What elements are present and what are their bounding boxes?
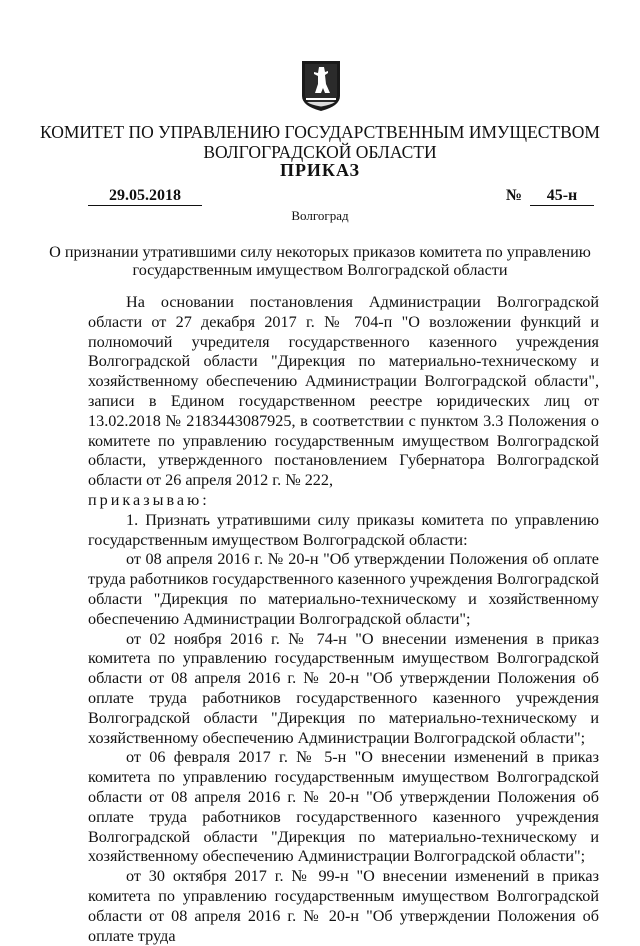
org-name-line1: КОМИТЕТ ПО УПРАВЛЕНИЮ ГОСУДАРСТВЕННЫМ ИМУЩЕСТВОМ xyxy=(39,122,600,142)
emblem-icon xyxy=(301,60,341,112)
order-word: приказываю: xyxy=(88,490,210,509)
item-1c-paragraph: от 06 февраля 2017 г. № 5-н "О внесении изменений в приказ комитета по управлению государственным имуществом Волгоградской области от 08 апреля 2016 г. № 20-н "Об утверждении Положения об оплате труда работников государственного казенного учреждения Волгоградской области "Дирекция по материально-техническому и хозяйственному обеспечению Администрации Волгоградской области"; xyxy=(88,748,599,866)
document-body xyxy=(88,293,599,946)
item-1a-paragraph: от 08 апреля 2016 г. № 20-н "Об утверждении Положения об оплате труда работников государственного казенного учреждения Волгоградской области "Дирекция по материально-техническому и хозяйственному обеспечению Администрации Волгоградской области"; xyxy=(88,550,599,628)
item-1-paragraph: 1. Признать утратившими силу приказы комитета по управлению государственным имуществом Волгоградской области: xyxy=(88,510,599,549)
subject-line2: государственным имуществом Волгоградской области xyxy=(132,261,508,279)
order-number: 45-н xyxy=(530,187,594,206)
org-name-line2: ВОЛГОГРАДСКОЙ ОБЛАСТИ xyxy=(203,142,437,162)
subject-line1: О признании утратившими силу некоторых приказов комитета по управлению xyxy=(49,243,591,261)
preamble-paragraph: На основании постановления Администрации Волгоградской области от 27 декабря 2017 г. № 704-п "О возложении функций и полномочий учредителя государственного казенного учреждения Волгоградской области "Дирекция по материально-техническому и хозяйственному обеспечению Администрации Волгоградской области", записи в Едином государственном реестре юридических лиц от 13.02.2018 № 2183443087925, в соответствии с пунктом 3.3 Положения о комитете по управлению государственным имуществом Волгоградской области, утвержденного постановлением Губернатора Волгоградской области от 26 апреля 2012 г. № 222, xyxy=(88,293,599,490)
order-date: 29.05.2018 xyxy=(88,187,202,206)
item-1d-paragraph: от 30 октября 2017 г. № 99-н "О внесении изменений в приказ комитета по управлению государственным имуществом Волгоградской области от 08 апреля 2016 г. № 20-н "Об утверждении Положения об оплате труда xyxy=(88,867,599,945)
item-1b-paragraph: от 02 ноября 2016 г. № 74-н "О внесении изменения в приказ комитета по управлению государственным имуществом Волгоградской области от 08 апреля 2016 г. № 20-н "Об утверждении Положения об оплате труда работников государственного казенного учреждения Волгоградской области "Дирекция по материально-техническому и хозяйственному обеспечению Администрации Волгоградской области"; xyxy=(88,629,599,747)
document-type: ПРИКАЗ xyxy=(279,160,361,180)
coat-of-arms-emblem xyxy=(301,60,341,112)
number-sign: № xyxy=(506,187,523,204)
city-name: Волгоград xyxy=(291,208,349,223)
